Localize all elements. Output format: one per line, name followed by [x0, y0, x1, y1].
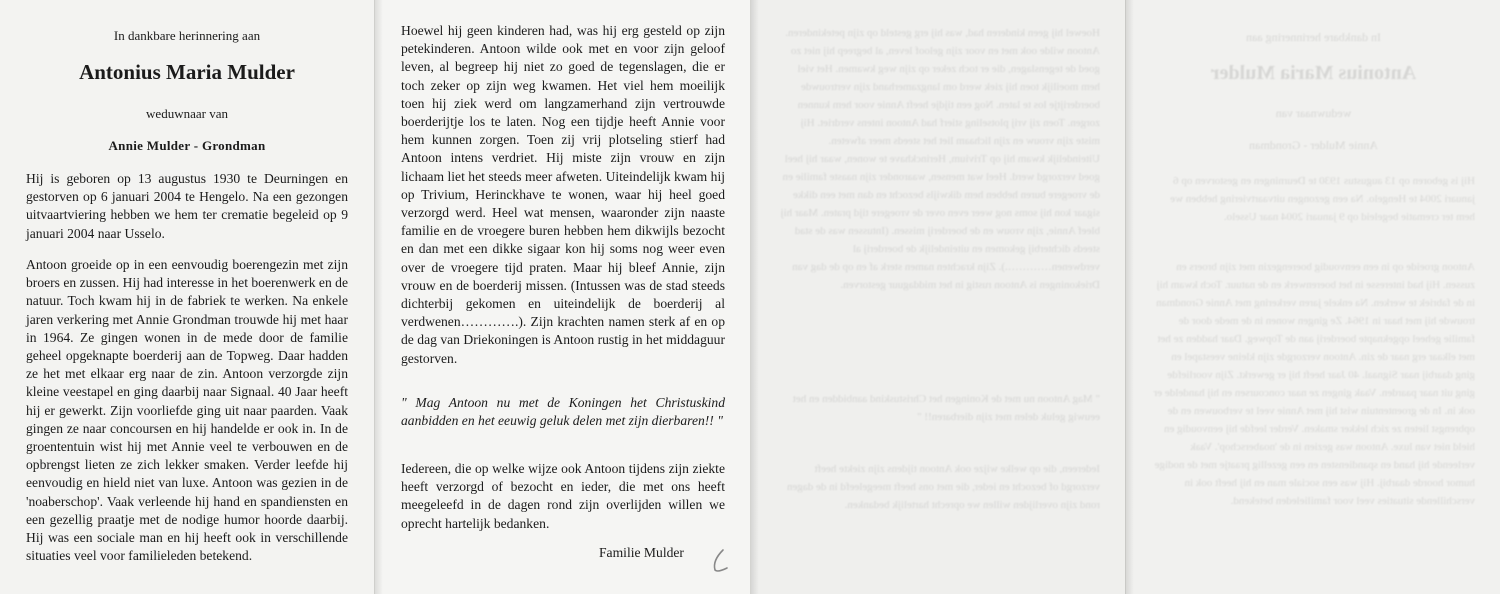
show-through-text — [751, 0, 1125, 594]
card-page-left — [0, 0, 374, 594]
ghost-intro: In dankbare herinnering aan — [1246, 30, 1381, 44]
ghost-name: Antonius Maria Mulder — [1210, 62, 1417, 84]
ghost-paragraph: Iedereen, die op welke wijze ook Antoon tijdens zijn ziekte heeft verzorgd of bezocht en ieder, die met ons heeft meegeleefd in de dagen rond zijn overlijden willen we oprecht hartelijk bedanken. — [786, 463, 1100, 511]
reverse-page-right — [1125, 0, 1500, 594]
fold-shadow — [375, 0, 383, 594]
ghost-paragraph: Antoon groeide op in een eenvoudig boerengezin met zijn broers en zussen. Hij had interesse in het boerenwerk en de natuur. Toch kwam hij in de fabriek te werken. Na enkele jaren verkering met Annie Grondman trouwde hij met haar in 1964. Ze gingen wonen in de mede door de familie geheel opgeknapte boerderij aan de Topweg. Daar hadden ze het met elkaar erg naar de zin. Antoon verzorgde zijn kleine veestapel en ging daarbij naar Signaal. 40 Jaar heeft hij er gewerkt. Zijn voorliefde ging uit naar paarden. Vaak gingen ze naar concoursen en hij handelde er ook in. In de groententuin wist hij met Annie veel te verbouwen en de opbrengst lieten ze zich lekker smaken. Verder leefde hij eenvoudig en hield niet van luxe. Antoon was gezien in de 'noaberschop'. Vaak verleende hij hand en spandiensten en een gezellig praatje met de nodige humor hoorde daarbij. Hij was een sociale man en hij heeft ook in verschillende situaties veel voor familieleden betekend. — [1153, 261, 1475, 507]
ghost-paragraph: Hij is geboren op 13 augustus 1930 te Deurningen en gestorven op 6 januari 2004 te Hengelo. Na een gezongen uitvaartviering hebben we hem ter crematie begeleid op 9 januari 2004 naar Usselo. — [1170, 175, 1475, 223]
pen-stroke-mark — [707, 548, 731, 574]
later-life-paragraph: Hoewel hij geen kinderen had, was hij erg gesteld op zijn petekinderen. Antoon wilde ook met en voor zijn geloof leven, al begreep hij niet zo goed de tegenslagen, die er toch zeker op zijn weg kwamen. Het viel hem moeilijk toen hij ziek werd om langzamerhand zijn vertrouwde boerderijtje los te laten. Nog een tijdje heeft Annie voor hem kunnen zorgen. Toen zij vrij plotseling stierf had Antoon intens verdriet. Hij miste zijn vrouw en zijn lichaam liet het steeds meer afweten. Uiteindelijk kwam hij op Trivium, Herinckhave te wonen, waar hij heel goed verzorgd werd. Heel wat mensen, waaronder zijn naaste familie en de vroegere buren hebben hem dikwijls bezocht en dan met een dikke sigaar kon hij soms nog weer even over de vroegere tijd praten. Maar hij bleef Annie, zijn vrouw en de boerderij missen. (Intussen was de stad steeds dichterbij gekomen en uiteindelijk de boerderij al verdwenen………….). Zijn krachten namen sterk af en op de dag van Driekoningen is Antoon rustig in het middaguur gestorven. — [401, 23, 725, 366]
card-page-right — [374, 0, 750, 594]
ghost-paragraph: " Mag Antoon nu met de Koningen het Christuskind aanbidden en het eeuwig geluk delen met zijn dierbaren!! " — [792, 393, 1100, 423]
memorial-quote: " Mag Antoon nu met de Koningen het Christuskind aanbidden en het eeuwig geluk delen met zijn dierbaren!! " — [401, 395, 725, 429]
widower-line: weduwnaar van — [146, 106, 228, 121]
thanks-paragraph: Iedereen, die op welke wijze ook Antoon tijdens zijn ziekte heeft verzorgd of bezocht en ieder, die met ons heeft meegeleefd in de dagen rond zijn overlijden willen we oprecht hartelijk bedanken. — [401, 461, 725, 531]
ghost-paragraph: Hoewel hij geen kinderen had, was hij erg gesteld op zijn petekinderen. Antoon wilde ook met en voor zijn geloof leven, al begreep hij niet zo goed de tegenslagen, die er toch zeker op zijn weg kwamen. Het viel hem moeilijk toen hij ziek werd om langzamerhand zijn vertrouwde boerderijtje los te laten. Nog een tijdje heeft Annie voor hem kunnen zorgen. Toen zij vrij plotseling stierf had Antoon intens verdriet. Hij miste zijn vrouw en zijn lichaam liet het steeds meer afweten. Uiteindelijk kwam hij op Trivium, Herinckhave te wonen, waar hij heel goed verzorgd werd. Heel wat mensen, waaronder zijn naaste familie en de vroegere buren hebben hem dikwijls bezocht en dan met een dikke sigaar kon hij soms nog weer even over de vroegere tijd praten. Maar hij bleef Annie, zijn vrouw en de boerderij missen. (Intussen was de stad steeds dichterbij gekomen en uiteindelijk de boerderij al verdwenen………….). Zijn krachten namen sterk af en op de dag van Driekoningen is Antoon rustig in het middaguur gestorven. — [780, 27, 1100, 291]
signature: Familie Mulder — [599, 545, 684, 560]
reverse-page-left — [750, 0, 1125, 594]
ghost-widower: weduwnaar van — [1275, 106, 1352, 120]
life-story-paragraph: Antoon groeide op in een eenvoudig boerengezin met zijn broers en zussen. Hij had interesse in het boerenwerk en de natuur. Toch kwam hij in de fabriek te werken. Na enkele jaren verkering met Annie Grondman trouwde hij met haar in 1964. Ze gingen wonen in de mede door de familie geheel opgeknapte boerderij aan de Topweg. Daar hadden ze het met elkaar erg naar de zin. Antoon verzorgde zijn kleine veestapel en ging daarbij naar Signaal. 40 Jaar heeft hij er gewerkt. Zijn voorliefde ging uit naar paarden. Vaak gingen ze naar concoursen en hij handelde er ook in. In de groententuin wist hij met Annie veel te verbouwen en de opbrengst lieten ze zich lekker smaken. Verder leefde hij eenvoudig en hield niet van luxe. Antoon was gezien in de 'noaberschop'. Vaak verleende hij hand en spandiensten en een gezellig praatje met de nodige humor hoorde daarbij. Hij was een sociale man en hij heeft ook in verschillende situaties veel voor familieleden betekend. — [26, 257, 348, 564]
deceased-name: Antonius Maria Mulder — [79, 60, 295, 84]
ghost-spouse: Annie Mulder - Grondman — [1249, 138, 1378, 152]
birth-death-paragraph: Hij is geboren op 13 augustus 1930 te Deurningen en gestorven op 6 januari 2004 te Hengelo. Na een gezongen uitvaartviering hebben we hem ter crematie begeleid op 9 januari 2004 naar Usselo. — [26, 171, 348, 241]
spouse-name: Annie Mulder - Grondman — [108, 138, 266, 153]
show-through-text — [1126, 0, 1500, 594]
intro-line: In dankbare herinnering aan — [113, 28, 261, 43]
